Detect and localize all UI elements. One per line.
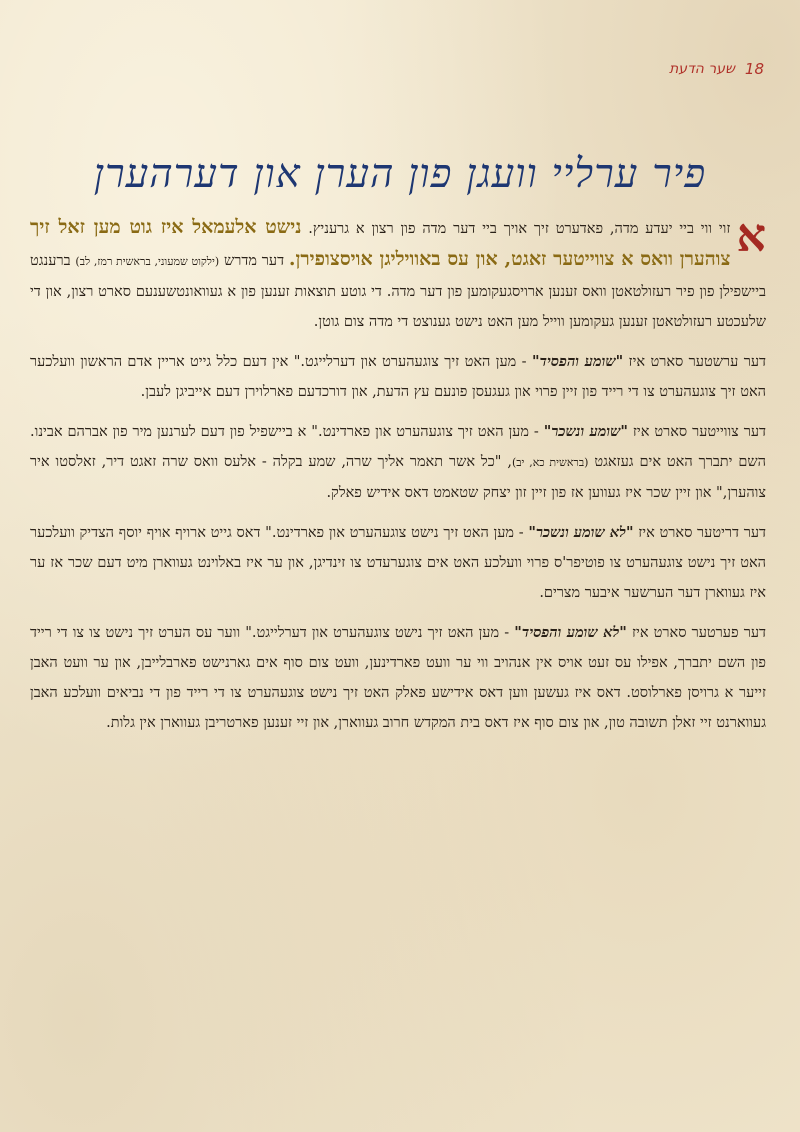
paragraph-first-type xyxy=(30,347,766,407)
p2-text: - מען האט זיך צוגעהערט און פארדינט." א ביישפיל פון דעם לערנען מיר פון אברהם אבינו. השם יתברך האט אים געזאגט xyxy=(30,424,766,470)
page-header xyxy=(669,60,764,78)
p3-prefix: דער דריטער סארט איז xyxy=(638,525,767,541)
article-body xyxy=(30,208,767,748)
intro-text-midrash: דער מדרש xyxy=(223,253,285,269)
p2-text-rest: , "כל אשר תאמר אליך שרה, שמע בקלה - אלעס וואס שרה זאגט דיר, זאלסטו איר צוהערן," און זיין שכר איז געווען אז פון זיין זון יצחק שטאמט דאס אידיש פאלק. xyxy=(30,454,766,501)
intro-text: זוי ווי ביי יעדע מדה, פאדערט זיך אויך ביי דער מדה פון רצון א גרעניץ. xyxy=(308,221,731,237)
p4-prefix: דער פערטער סארט איז xyxy=(631,625,767,641)
paragraph-fourth-type xyxy=(30,618,766,738)
intro-highlight: נישט אלעמאל איז גוט מען זאל זיך צוהערן וואס א צווייטער זאגט, און עס באוויליגן אויסצופירן. xyxy=(30,216,731,270)
article-title: פיר ערליי וועגן פון הערן און דערהערן xyxy=(93,151,707,197)
p1-term: "שומע והפסיד" xyxy=(531,353,624,370)
page-number: 18 xyxy=(744,60,764,78)
intro-text-rest: ברענגט ביישפילן פון פיר רעזולטאטן וואס זענען ארויסגעקומען פון דער מדה. די גוטע תוצאות זענען פון א געוואונטשענעם סארט רצון, און די שלעכטע רעזולטאטן זענען געקומען ווייל מען האט נישט גענוצט די מדה צום גוטן. xyxy=(30,253,766,330)
p1-text: - מען האט זיך צוגעהערט און דערלייגט." אין דעם כלל גייט אריין אדם הראשון וועלכער האט זיך צוגעהערט צו די רייד פון זיין פרוי און געגעסן פונעם עץ הדעת, און דורכדעם פארלוירן דעם אייביגן לעבן. xyxy=(30,354,766,400)
p2-source-ref: (בראשית כא, יב) xyxy=(511,456,589,469)
paragraph-third-type xyxy=(30,518,766,608)
p2-prefix: דער צווייטער סארט איז xyxy=(632,424,767,440)
intro-source-ref: (ילקוט שמעוני, בראשית רמז, לב) xyxy=(75,255,220,268)
running-book-title: שער הדעת xyxy=(669,61,735,77)
p2-term: "שומע ונשכר" xyxy=(543,423,628,440)
p4-text: - מען האט זיך נישט צוגעהערט און דערלייגט." ווער עס הערט זיך נישט צו צו די רייד פון השם יתברך, אפילו עס זעט אויס אין אנהויב ווי ער וועט פארדינען, וועט צום סוף אים גארנישט פארבלייבן, און ער וועט האבן זייער א גרויסן פארלוסט. דאס איז געשען ווען דאס אידישע פאלק האט זיך נישט צוגעהערט צו די רייד פון די נביאים וועלכע האבן געווארנט זיי זאלן תשובה טון, און צום סוף איז דאס בית המקדש חרוב געווארן, און זיי זענען פארטריבן געווארן אין גלות. xyxy=(30,625,766,731)
drop-cap-letter: א xyxy=(736,208,766,262)
intro-paragraph xyxy=(30,208,766,337)
p3-text: - מען האט זיך נישט צוגעהערט און פארדינט." דאס גייט ארויף אויף יוסף הצדיק וועלכער האט זיך נישט צוגעהערט צו פוטיפר'ס פרוי וועלכע האט אים צוגערעדט צו זינדיגן, און ער איז באלוינט געווארן מיט דעם שכר אז ער איז געווארן דער הערשער איבער מצרים. xyxy=(30,525,766,601)
p3-term: "לא שומע ונשכר" xyxy=(528,524,634,541)
p4-term: "לא שומע והפסיד" xyxy=(514,624,627,641)
p1-prefix: דער ערשטער סארט איז xyxy=(628,354,767,370)
paragraph-second-type xyxy=(30,417,766,508)
